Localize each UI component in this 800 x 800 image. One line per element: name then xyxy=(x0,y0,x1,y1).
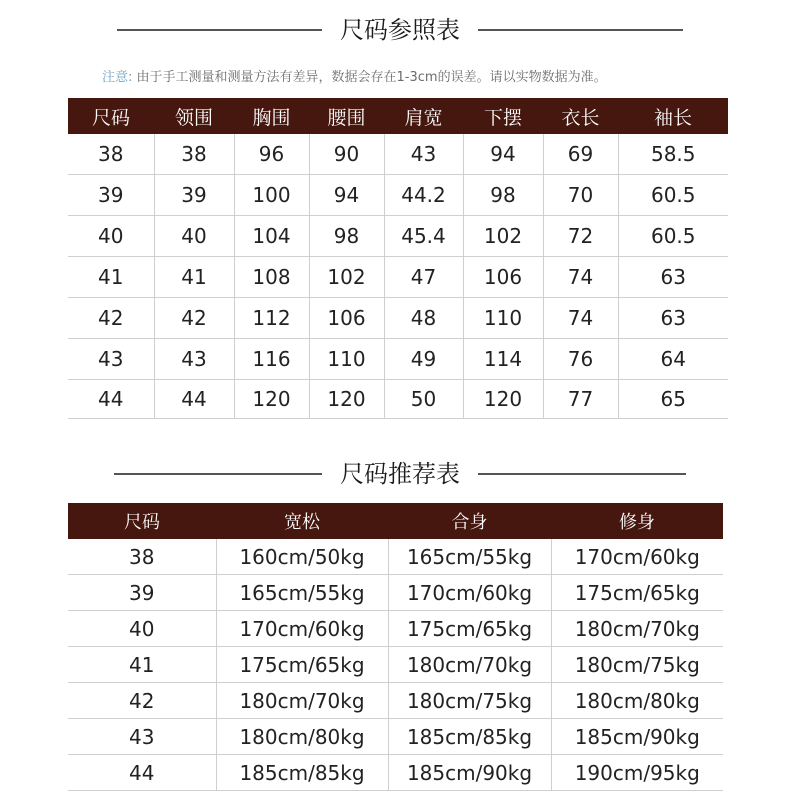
table-cell: 49 xyxy=(384,339,463,380)
table-cell: 120 xyxy=(234,380,309,419)
table-cell: 160cm/50kg xyxy=(216,539,388,575)
column-header: 宽松 xyxy=(216,503,388,539)
table-row xyxy=(68,755,723,791)
table-cell: 45.4 xyxy=(384,216,463,257)
column-header: 袖长 xyxy=(618,98,728,134)
table-cell: 42 xyxy=(68,298,154,339)
table-cell: 43 xyxy=(68,719,216,755)
table-cell: 40 xyxy=(154,216,234,257)
table-row xyxy=(68,575,723,611)
table-cell: 65 xyxy=(618,380,728,419)
column-header: 肩宽 xyxy=(384,98,463,134)
column-header: 衣长 xyxy=(543,98,618,134)
column-header: 尺码 xyxy=(68,98,154,134)
table-cell: 40 xyxy=(68,216,154,257)
table-cell: 38 xyxy=(68,134,154,175)
table-cell: 41 xyxy=(68,257,154,298)
table-cell: 63 xyxy=(618,257,728,298)
column-header: 领围 xyxy=(154,98,234,134)
table-cell: 64 xyxy=(618,339,728,380)
table-cell: 110 xyxy=(463,298,543,339)
table-row xyxy=(68,257,728,298)
ref-title-line-right xyxy=(478,29,683,31)
table-cell: 63 xyxy=(618,298,728,339)
table-cell: 42 xyxy=(68,683,216,719)
table-cell: 180cm/70kg xyxy=(551,611,723,647)
table-cell: 43 xyxy=(154,339,234,380)
table-cell: 42 xyxy=(154,298,234,339)
column-header: 下摆 xyxy=(463,98,543,134)
table-cell: 39 xyxy=(68,575,216,611)
table-cell: 112 xyxy=(234,298,309,339)
table-cell: 98 xyxy=(463,175,543,216)
table-cell: 165cm/55kg xyxy=(388,539,551,575)
table-cell: 50 xyxy=(384,380,463,419)
table-cell: 106 xyxy=(463,257,543,298)
table-cell: 72 xyxy=(543,216,618,257)
table-cell: 76 xyxy=(543,339,618,380)
table-cell: 170cm/60kg xyxy=(216,611,388,647)
table-cell: 41 xyxy=(68,647,216,683)
table-cell: 185cm/90kg xyxy=(388,755,551,791)
table-row xyxy=(68,647,723,683)
table-row xyxy=(68,216,728,257)
table-cell: 170cm/60kg xyxy=(388,575,551,611)
table-cell: 100 xyxy=(234,175,309,216)
table-cell: 98 xyxy=(309,216,384,257)
table-cell: 120 xyxy=(463,380,543,419)
table-cell: 39 xyxy=(154,175,234,216)
table-row xyxy=(68,175,728,216)
table-cell: 44 xyxy=(68,380,154,419)
table-row xyxy=(68,339,728,380)
table-cell: 38 xyxy=(154,134,234,175)
table-cell: 44.2 xyxy=(384,175,463,216)
table-header-row xyxy=(68,503,723,539)
table-row xyxy=(68,380,728,419)
table-row xyxy=(68,298,728,339)
table-cell: 116 xyxy=(234,339,309,380)
table-cell: 170cm/60kg xyxy=(551,539,723,575)
table-cell: 41 xyxy=(154,257,234,298)
table-cell: 185cm/90kg xyxy=(551,719,723,755)
table-row xyxy=(68,539,723,575)
table-cell: 180cm/75kg xyxy=(551,647,723,683)
table-cell: 180cm/70kg xyxy=(216,683,388,719)
table-cell: 70 xyxy=(543,175,618,216)
rec-title: 尺码推荐表 xyxy=(340,460,460,488)
size-recommendation-table xyxy=(68,503,723,791)
table-cell: 94 xyxy=(463,134,543,175)
table-cell: 180cm/75kg xyxy=(388,683,551,719)
table-cell: 43 xyxy=(384,134,463,175)
note-label: 注意: xyxy=(102,70,133,85)
table-cell: 96 xyxy=(234,134,309,175)
table-cell: 185cm/85kg xyxy=(216,755,388,791)
table-cell: 104 xyxy=(234,216,309,257)
column-header: 胸围 xyxy=(234,98,309,134)
column-header: 尺码 xyxy=(68,503,216,539)
ref-title: 尺码参照表 xyxy=(340,16,460,44)
rec-title-line-right xyxy=(478,473,686,475)
table-cell: 114 xyxy=(463,339,543,380)
table-header-row xyxy=(68,98,728,134)
table-cell: 60.5 xyxy=(618,216,728,257)
size-reference-table xyxy=(68,98,728,419)
table-cell: 90 xyxy=(309,134,384,175)
table-cell: 47 xyxy=(384,257,463,298)
table-cell: 43 xyxy=(68,339,154,380)
table-cell: 180cm/80kg xyxy=(551,683,723,719)
column-header: 腰围 xyxy=(309,98,384,134)
table-cell: 38 xyxy=(68,539,216,575)
table-cell: 74 xyxy=(543,257,618,298)
table-cell: 180cm/70kg xyxy=(388,647,551,683)
table-cell: 74 xyxy=(543,298,618,339)
table-cell: 44 xyxy=(68,755,216,791)
table-cell: 58.5 xyxy=(618,134,728,175)
table-cell: 106 xyxy=(309,298,384,339)
table-cell: 175cm/65kg xyxy=(216,647,388,683)
table-row xyxy=(68,611,723,647)
table-cell: 165cm/55kg xyxy=(216,575,388,611)
table-cell: 120 xyxy=(309,380,384,419)
measurement-note xyxy=(102,66,762,85)
ref-title-line-left xyxy=(117,29,322,31)
table-cell: 44 xyxy=(154,380,234,419)
ref-title-row xyxy=(0,18,800,42)
table-cell: 102 xyxy=(309,257,384,298)
table-cell: 60.5 xyxy=(618,175,728,216)
column-header: 修身 xyxy=(551,503,723,539)
column-header: 合身 xyxy=(388,503,551,539)
table-cell: 110 xyxy=(309,339,384,380)
table-cell: 40 xyxy=(68,611,216,647)
table-cell: 108 xyxy=(234,257,309,298)
table-cell: 69 xyxy=(543,134,618,175)
table-cell: 175cm/65kg xyxy=(551,575,723,611)
table-row xyxy=(68,134,728,175)
table-row xyxy=(68,719,723,755)
table-cell: 175cm/65kg xyxy=(388,611,551,647)
table-cell: 39 xyxy=(68,175,154,216)
table-cell: 77 xyxy=(543,380,618,419)
rec-title-row xyxy=(0,462,800,486)
table-cell: 180cm/80kg xyxy=(216,719,388,755)
note-text: 由于手工测量和测量方法有差异，数据会存在1-3cm的误差。请以实物数据为准。 xyxy=(136,70,607,85)
table-cell: 48 xyxy=(384,298,463,339)
table-row xyxy=(68,683,723,719)
table-cell: 102 xyxy=(463,216,543,257)
table-cell: 185cm/85kg xyxy=(388,719,551,755)
rec-title-line-left xyxy=(114,473,322,475)
table-cell: 190cm/95kg xyxy=(551,755,723,791)
table-cell: 94 xyxy=(309,175,384,216)
